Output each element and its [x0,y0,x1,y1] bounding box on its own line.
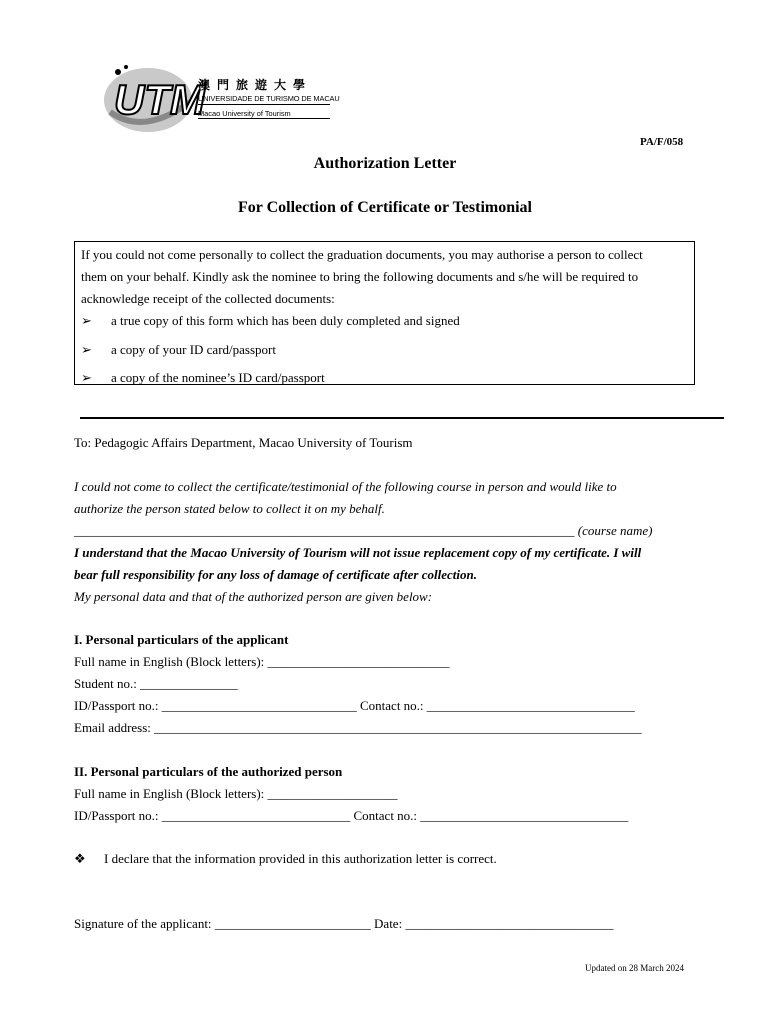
section-divider [80,417,724,419]
applicant-id-contact-field[interactable]: ID/Passport no.: ______________________________ Contact no.: ________________________________ [74,698,635,713]
signature-date-field[interactable]: Signature of the applicant: ________________________ Date: ________________________________ [74,916,614,931]
document-subtitle: For Collection of Certificate or Testimonial [237,199,532,216]
course-name-field[interactable]: _____________________________________________________________________________ (course name) [74,523,653,538]
notice-line: acknowledge receipt of the collected documents: [81,291,335,306]
diamond-bullet-icon: ❖ [74,851,86,866]
authorized-full-name-field[interactable]: Full name in English (Block letters): ____________________ [74,786,398,801]
authorized-id-contact-field[interactable]: ID/Passport no.: _____________________________ Contact no.: ________________________________ [74,808,629,823]
list-item: ➢ a copy of the nominee’s ID card/passport [81,370,325,385]
logo-underline [198,118,330,119]
list-item: ➢ a copy of your ID card/passport [81,342,276,357]
disclaimer-line: I understand that the Macao University of Tourism will not issue replacement copy of my certificate. I will [74,545,642,560]
logo-divider [198,104,330,105]
arrow-bullet-icon: ➢ [81,342,92,357]
declaration [74,851,497,867]
update-date: Updated on 28 March 2024 [585,963,684,973]
list-item: ➢ a true copy of this form which has been duly completed and signed [81,313,460,328]
disclaimer-line: bear full responsibility for any loss of damage of certificate after collection. [74,567,477,582]
logo-english-name: Macao University of Tourism [198,109,291,118]
arrow-bullet-icon: ➢ [81,313,92,328]
logo-chinese-name: 澳門旅遊大學 [198,78,313,92]
logo-acronym: UTM [114,76,205,123]
statement-line: authorize the person stated below to collect it on my behalf. [74,501,385,516]
statement-line: I could not come to collect the certificate/testimonial of the following course in person and would like to [74,479,617,494]
email-field[interactable]: Email address: ___________________________________________________________________________ [74,720,642,735]
logo-portuguese-name: UNIVERSIDADE DE TURISMO DE MACAU [198,94,340,103]
section-heading-applicant: I. Personal particulars of the applicant [74,632,289,647]
document-title: Authorization Letter [313,155,457,172]
addressee: To: Pedagogic Affairs Department, Macao University of Tourism [74,435,413,450]
student-no-field[interactable]: Student no.: _______________ [74,676,238,691]
arrow-bullet-icon: ➢ [81,370,92,385]
data-note: My personal data and that of the authorized person are given below: [74,589,433,604]
applicant-full-name-field[interactable]: Full name in English (Block letters): ____________________________ [74,654,450,669]
declaration-text: I declare that the information provided in this authorization letter is correct. [104,851,497,866]
notice-line: If you could not come personally to collect the graduation documents, you may authorise a person to collect [81,247,643,262]
form-code: PA/F/058 [640,136,684,148]
notice-line: them on your behalf. Kindly ask the nominee to bring the following documents and s/he will be required to [81,269,639,284]
section-heading-authorized: II. Personal particulars of the authorized person [74,764,343,779]
instructions-box [74,241,695,385]
